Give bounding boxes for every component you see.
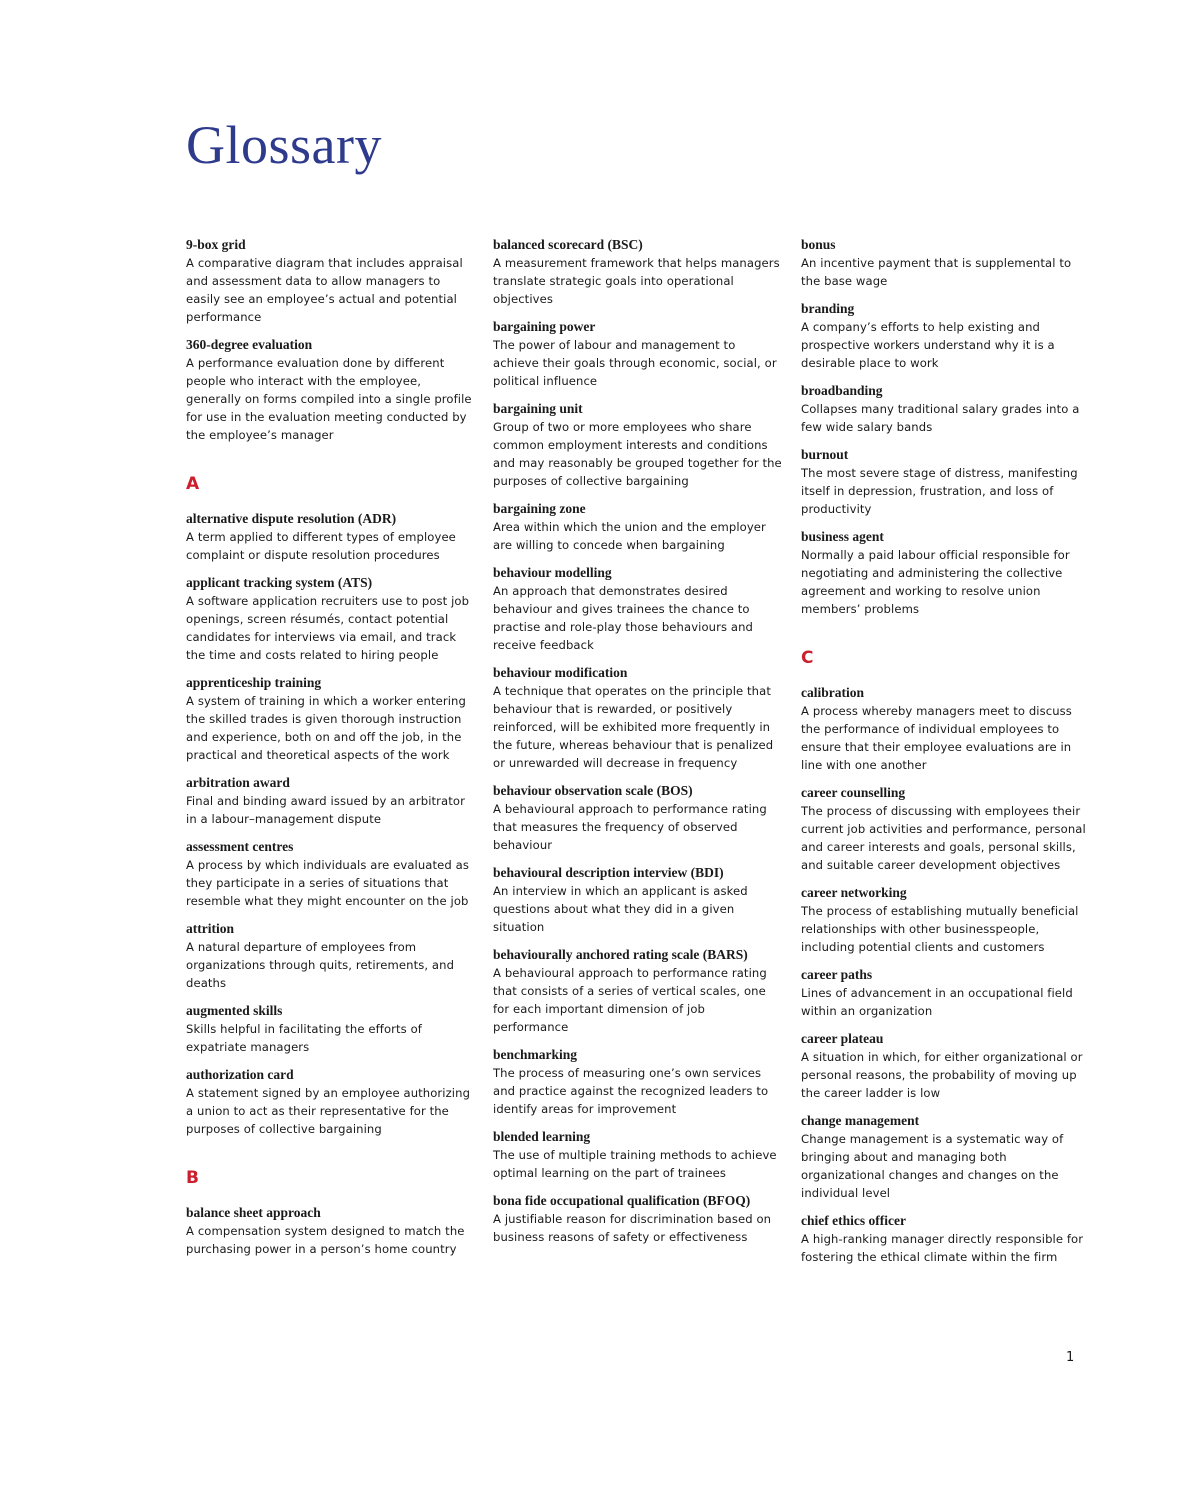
glossary-definition: A company’s efforts to help existing and prospective workers understand why it is a desirable place to work: [801, 320, 1055, 370]
glossary-definition: The process of measuring one’s own services and practice against the recognized leaders to identify areas for improvement: [493, 1066, 769, 1116]
glossary-term: broadbanding: [801, 383, 883, 398]
glossary-entry: [801, 300, 1091, 372]
glossary-term: bargaining zone: [493, 501, 586, 516]
glossary-entry: [801, 684, 1091, 774]
glossary-entry: [801, 382, 1091, 436]
glossary-entry: [493, 236, 783, 308]
glossary-entry: [493, 864, 783, 936]
glossary-term: 360-degree evaluation: [186, 337, 313, 352]
glossary-definition: The use of multiple training methods to achieve optimal learning on the part of trainees: [493, 1148, 777, 1180]
glossary-entry: [493, 946, 783, 1036]
glossary-term: bargaining unit: [493, 401, 583, 416]
glossary-entry: [801, 1030, 1091, 1102]
glossary-definition: Change management is a systematic way of bringing about and managing both organizational changes and changes on the individual level: [801, 1132, 1064, 1200]
glossary-definition: A situation in which, for either organizational or personal reasons, the probability of moving up the career ladder is low: [801, 1050, 1083, 1100]
glossary-term: behaviour observation scale (BOS): [493, 783, 693, 798]
glossary-entry: [801, 528, 1091, 618]
glossary-definition: A comparative diagram that includes appraisal and assessment data to allow managers to easily see an employee’s actual and potential performance: [186, 256, 463, 324]
glossary-column-2: [493, 236, 783, 1256]
glossary-term: behaviourally anchored rating scale (BARS): [493, 947, 748, 962]
glossary-entry: [801, 446, 1091, 518]
glossary-definition: Skills helpful in facilitating the efforts of expatriate managers: [186, 1022, 422, 1054]
glossary-entry: [493, 500, 783, 554]
glossary-term: 9-box grid: [186, 237, 246, 252]
glossary-term: burnout: [801, 447, 849, 462]
glossary-term: business agent: [801, 529, 884, 544]
glossary-definition: A technique that operates on the principle that behaviour that is rewarded, or positively reinforced, will be exhibited more frequently in the future, whereas behaviour that is penalized or unrewarded will decrease in frequency: [493, 684, 774, 770]
glossary-definition: A compensation system designed to match the purchasing power in a person’s home country: [186, 1224, 465, 1256]
glossary-definition: A software application recruiters use to post job openings, screen résumés, contact potential candidates for interviews via email, and track the time and costs related to hiring people: [186, 594, 470, 662]
glossary-definition: Final and binding award issued by an arbitrator in a labour–management dispute: [186, 794, 465, 826]
glossary-entry: [186, 510, 476, 564]
glossary-definition: A system of training in which a worker entering the skilled trades is given thorough instruction and experience, both on and off the job, in the practical and theoretical aspects of the work: [186, 694, 466, 762]
glossary-entry: [801, 784, 1091, 874]
glossary-entry: [493, 782, 783, 854]
section-letter-heading: C: [801, 648, 814, 668]
page-title: Glossary: [186, 115, 382, 175]
glossary-term: calibration: [801, 685, 864, 700]
glossary-entry: [186, 838, 476, 910]
glossary-entry: [186, 236, 476, 326]
glossary-term: authorization card: [186, 1067, 294, 1082]
glossary-definition: A natural departure of employees from organizations through quits, retirements, and deaths: [186, 940, 455, 990]
glossary-term: blended learning: [493, 1129, 591, 1144]
glossary-definition: A process by which individuals are evaluated as they participate in a series of situations that resemble what they might encounter on the job: [186, 858, 469, 908]
glossary-definition: A term applied to different types of employee complaint or dispute resolution procedures: [186, 530, 456, 562]
glossary-entry: [801, 1112, 1091, 1202]
glossary-definition: A measurement framework that helps managers translate strategic goals into operational objectives: [493, 256, 780, 306]
glossary-term: balance sheet approach: [186, 1205, 321, 1220]
glossary-definition: A behavioural approach to performance rating that measures the frequency of observed behaviour: [493, 802, 767, 852]
glossary-entry: [801, 966, 1091, 1020]
glossary-definition: Group of two or more employees who share common employment interests and conditions and may reasonably be grouped together for the purposes of collective bargaining: [493, 420, 782, 488]
glossary-definition: A justifiable reason for discrimination based on business reasons of safety or effectiveness: [493, 1212, 772, 1244]
glossary-definition: The process of establishing mutually beneficial relationships with other businesspeople, including potential clients and customers: [801, 904, 1079, 954]
glossary-entry: [801, 1212, 1091, 1266]
section-letter-heading: B: [186, 1168, 199, 1188]
glossary-term: career networking: [801, 885, 907, 900]
glossary-entry: [186, 1002, 476, 1056]
glossary-column-3: [801, 236, 1091, 1276]
glossary-entry: [493, 1192, 783, 1246]
page-number: 1: [1066, 1350, 1075, 1365]
glossary-entry: [186, 920, 476, 992]
glossary-term: arbitration award: [186, 775, 290, 790]
glossary-term: bargaining power: [493, 319, 596, 334]
glossary-column-1: [186, 236, 476, 1268]
glossary-term: benchmarking: [493, 1047, 578, 1062]
glossary-term: behaviour modelling: [493, 565, 612, 580]
glossary-term: career paths: [801, 967, 873, 982]
glossary-entry: [801, 884, 1091, 956]
glossary-definition: An incentive payment that is supplemental to the base wage: [801, 256, 1072, 288]
glossary-entry: [493, 564, 783, 654]
glossary-term: chief ethics officer: [801, 1213, 906, 1228]
glossary-definition: An interview in which an applicant is asked questions about what they did in a given situation: [493, 884, 748, 934]
glossary-definition: Collapses many traditional salary grades into a few wide salary bands: [801, 402, 1080, 434]
glossary-entry: [493, 400, 783, 490]
glossary-entry: [493, 1128, 783, 1182]
glossary-definition: A high-ranking manager directly responsible for fostering the ethical climate within the firm: [801, 1232, 1084, 1264]
glossary-term: augmented skills: [186, 1003, 283, 1018]
section-letter-heading: A: [186, 474, 200, 494]
glossary-term: career plateau: [801, 1031, 884, 1046]
glossary-term: assessment centres: [186, 839, 294, 854]
glossary-term: alternative dispute resolution (ADR): [186, 511, 397, 526]
glossary-term: career counselling: [801, 785, 906, 800]
glossary-definition: A behavioural approach to performance rating that consists of a series of vertical scales, one for each important dimension of job performance: [493, 966, 767, 1034]
glossary-definition: Area within which the union and the employer are willing to concede when bargaining: [493, 520, 766, 552]
glossary-definition: A performance evaluation done by different people who interact with the employee, generally on forms compiled into a single profile for use in the evaluation meeting conducted by the employee’s manager: [186, 356, 472, 442]
glossary-term: bona fide occupational qualification (BFOQ): [493, 1193, 751, 1208]
glossary-definition: Lines of advancement in an occupational field within an organization: [801, 986, 1073, 1018]
glossary-entry: [186, 774, 476, 828]
glossary-term: bonus: [801, 237, 836, 252]
glossary-term: apprenticeship training: [186, 675, 322, 690]
glossary-entry: [186, 1066, 476, 1138]
glossary-definition: A statement signed by an employee authorizing a union to act as their representative for the purposes of collective bargaining: [186, 1086, 471, 1136]
glossary-term: attrition: [186, 921, 234, 936]
glossary-entry: [801, 236, 1091, 290]
glossary-term: behaviour modification: [493, 665, 628, 680]
glossary-entry: [186, 674, 476, 764]
glossary-entry: [493, 1046, 783, 1118]
glossary-entry: [493, 318, 783, 390]
glossary-definition: The most severe stage of distress, manifesting itself in depression, frustration, and loss of productivity: [801, 466, 1078, 516]
glossary-term: balanced scorecard (BSC): [493, 237, 643, 252]
glossary-definition: A process whereby managers meet to discuss the performance of individual employees to ensure that their employee evaluations are in line with one another: [801, 704, 1072, 772]
glossary-definition: The power of labour and management to achieve their goals through economic, social, or political influence: [493, 338, 777, 388]
glossary-entry: [186, 336, 476, 444]
glossary-definition: The process of discussing with employees their current job activities and performance, personal and career interests and goals, personal skills, and suitable career development objectives: [801, 804, 1086, 872]
glossary-term: change management: [801, 1113, 920, 1128]
glossary-entry: [186, 1204, 476, 1258]
glossary-definition: Normally a paid labour official responsible for negotiating and administering the collective agreement and working to resolve union members’ problems: [801, 548, 1070, 616]
glossary-term: branding: [801, 301, 855, 316]
glossary-definition: An approach that demonstrates desired behaviour and gives trainees the chance to practise and role-play those behaviours and receive feedback: [493, 584, 754, 652]
glossary-entry: [493, 664, 783, 772]
glossary-term: applicant tracking system (ATS): [186, 575, 373, 590]
glossary-term: behavioural description interview (BDI): [493, 865, 724, 880]
glossary-entry: [186, 574, 476, 664]
